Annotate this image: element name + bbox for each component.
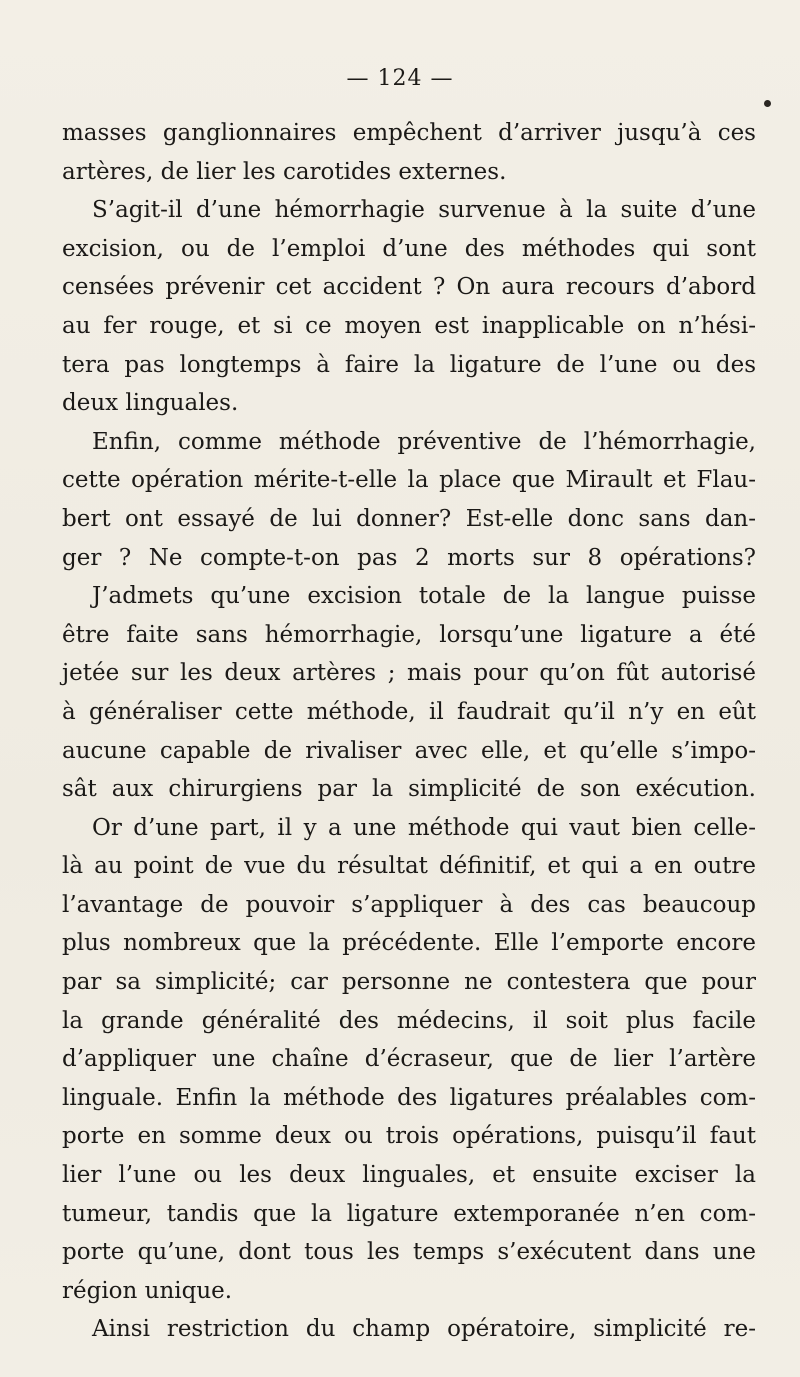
text-line: plus nombreux que la précédente. Elle l’emporte encore <box>62 930 756 957</box>
text-line: deux linguales. <box>62 390 239 417</box>
text-line: être faite sans hémorrhagie, lorsqu’une ligature a été <box>62 621 756 648</box>
text-line: Enfin, comme méthode préventive de l’hémorrhagie, <box>92 428 756 455</box>
text-line: à généraliser cette méthode, il faudrait qu’il n’y en eût <box>62 698 756 725</box>
ink-speck <box>764 100 771 107</box>
text-line: par sa simplicité; car personne ne contestera que pour <box>62 969 756 996</box>
text-line: linguale. Enfin la méthode des ligatures préalables com- <box>62 1084 756 1111</box>
text-line: sât aux chirurgiens par la simplicité de son exécution. <box>62 776 756 803</box>
text-line: l’avantage de pouvoir s’appliquer à des cas beaucoup <box>62 891 756 918</box>
text-line: d’appliquer une chaîne d’écraseur, que de lier l’artère <box>62 1046 756 1073</box>
text-line: tumeur, tandis que la ligature extemporanée n’en com- <box>62 1200 756 1227</box>
text-line: Ainsi restriction du champ opératoire, simplicité re- <box>92 1316 756 1343</box>
text-line: lier l’une ou les deux linguales, et ensuite exciser la <box>62 1162 756 1189</box>
text-line: J’admets qu’une excision totale de la langue puisse <box>92 583 756 610</box>
text-line: cette opération mérite-t-elle la place que Mirault et Flau- <box>62 467 756 494</box>
text-line: porte en somme deux ou trois opérations, puisqu’il faut <box>62 1123 756 1150</box>
text-line: Or d’une part, il y a une méthode qui vaut bien celle- <box>92 814 756 841</box>
text-line: au fer rouge, et si ce moyen est inapplicable on n’hési- <box>62 312 756 339</box>
text-line: S’agit-il d’une hémorrhagie survenue à la suite d’une <box>92 197 756 224</box>
text-line: tera pas longtemps à faire la ligature de l’une ou des <box>62 351 756 378</box>
page-number: — 124 — <box>346 66 454 91</box>
text-line: la grande généralité des médecins, il soit plus facile <box>62 1007 756 1034</box>
text-line: porte qu’une, dont tous les temps s’exécutent dans une <box>62 1239 756 1266</box>
text-line: bert ont essayé de lui donner? Est-elle donc sans dan- <box>62 505 756 532</box>
text-line: artères, de lier les carotides externes. <box>62 158 507 185</box>
text-line: région unique. <box>62 1277 233 1304</box>
text-line: excision, ou de l’emploi d’une des méthodes qui sont <box>62 235 756 262</box>
text-line: aucune capable de rivaliser avec elle, et qu’elle s’impo- <box>62 737 756 764</box>
text-line: masses ganglionnaires empêchent d’arriver jusqu’à ces <box>62 120 756 146</box>
text-line: là au point de vue du résultat définitif, et qui a en outre <box>62 853 756 880</box>
text-line: ger ? Ne compte-t-on pas 2 morts sur 8 opérations? <box>62 544 756 571</box>
body-text <box>62 114 756 1349</box>
text-line: jetée sur les deux artères ; mais pour qu’on fût autorisé <box>62 660 756 687</box>
text-line: censées prévenir cet accident ? On aura recours d’abord <box>62 274 756 301</box>
